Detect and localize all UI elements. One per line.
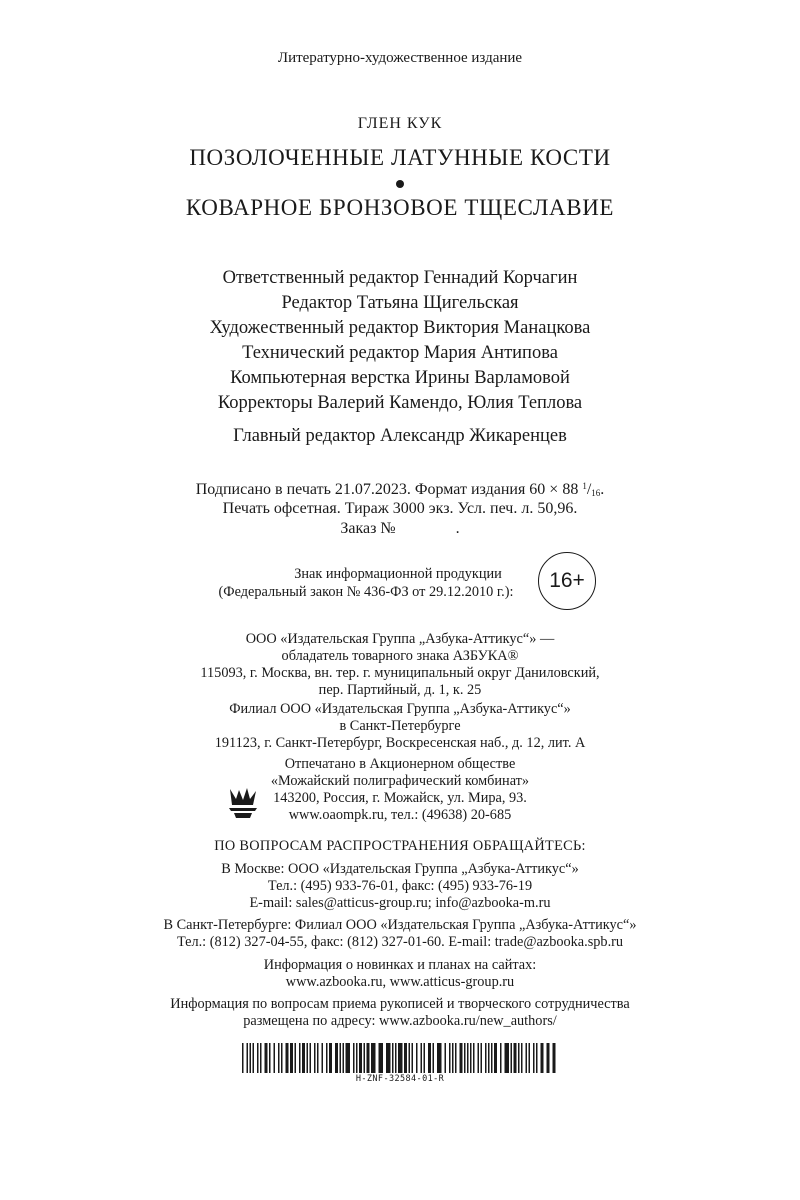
distribution-moscow-line: E-mail: sales@atticus-group.ru; info@azbooka-m.ru: [249, 895, 551, 911]
print-info-format: [0, 481, 800, 499]
age-rating-law: (Федеральный закон № 436-ФЗ от 29.12.2010 г.):: [218, 584, 514, 600]
distribution-sites-line: Информация о новинках и планах на сайтах:: [263, 957, 537, 973]
printer-line: 143200, Россия, г. Можайск, ул. Мира, 93.: [273, 790, 527, 806]
barcode-icon: [242, 1043, 558, 1073]
format-fraction-slash: /: [586, 481, 592, 498]
printer-line: Отпечатано в Акционерном обществе: [284, 756, 516, 772]
credit-line: Ответственный редактор Геннадий Корчагин: [222, 268, 578, 288]
book-title-2: КОВАРНОЕ БРОНЗОВОЕ ТЩЕСЛАВИЕ: [185, 195, 615, 220]
edition-type: Литературно-художественное издание: [277, 50, 523, 66]
distribution-heading: ПО ВОПРОСАМ РАСПРОСТРАНЕНИЯ ОБРАЩАЙТЕСЬ:: [214, 838, 586, 854]
distribution-spb-line: Тел.: (812) 327-04-55, факс: (812) 327-01-60. E-mail: trade@azbooka.spb.ru: [176, 934, 624, 950]
manuscripts-line: размещена по адресу: www.azbooka.ru/new_authors/: [243, 1013, 557, 1029]
credit-line: Корректоры Валерий Камендо, Юлия Теплова: [217, 393, 583, 413]
branch-line: 191123, г. Санкт-Петербург, Воскресенская наб., д. 12, лит. А: [214, 735, 586, 751]
author-name: ГЛЕН КУК: [357, 115, 443, 132]
format-fraction-denominator: 16: [591, 488, 601, 498]
credit-line: Компьютерная верстка Ирины Варламовой: [230, 368, 570, 388]
publisher-line: 115093, г. Москва, вн. тер. г. муниципальный округ Даниловский,: [200, 665, 600, 681]
printer-logo-icon: [226, 785, 260, 821]
book-title-1: ПОЗОЛОЧЕННЫЕ ЛАТУННЫЕ КОСТИ: [189, 145, 611, 170]
credit-line: Редактор Татьяна Щигельская: [281, 293, 519, 313]
print-info-run: Печать офсетная. Тираж 3000 экз. Усл. печ. л. 50,96.: [222, 500, 578, 517]
order-label: Заказ №: [340, 520, 396, 537]
print-info-order: [0, 520, 800, 538]
format-line-end: .: [600, 481, 605, 498]
age-rating-label: Знак информационной продукции: [294, 566, 502, 582]
publisher-line: пер. Партийный, д. 1, к. 25: [318, 682, 482, 698]
distribution-moscow-line: Тел.: (495) 933-76-01, факс: (495) 933-76-19: [267, 878, 533, 894]
printer-line: www.oaompk.ru, тел.: (49638) 20-685: [288, 807, 512, 823]
branch-line: Филиал ООО «Издательская Группа „Азбука-Аттикус“»: [229, 701, 571, 717]
publisher-line: ООО «Издательская Группа „Азбука-Аттикус“» —: [245, 631, 555, 647]
format-fraction-numerator: 1: [582, 481, 587, 491]
age-rating-badge: 16+: [538, 552, 596, 610]
distribution-moscow-line: В Москве: ООО «Издательская Группа „Азбука-Аттикус“»: [221, 861, 579, 877]
branch-line: в Санкт-Петербурге: [339, 718, 461, 734]
publisher-line: обладатель товарного знака АЗБУКА®: [281, 648, 519, 664]
print-info-format-text: Подписано в печать 21.07.2023. Формат издания 60 × 88: [195, 481, 583, 498]
distribution-sites-line: www.azbooka.ru, www.atticus-group.ru: [285, 974, 515, 990]
order-end: .: [455, 520, 460, 537]
chief-editor: Главный редактор Александр Жикаренцев: [233, 426, 567, 446]
barcode-code: Н-ZNF-32584-01-R: [355, 1074, 445, 1084]
credit-line: Художественный редактор Виктория Манацкова: [209, 318, 591, 338]
credit-line: Технический редактор Мария Антипова: [242, 343, 558, 363]
printer-line: «Можайский полиграфический комбинат»: [270, 773, 530, 789]
title-separator-bullet: [396, 180, 404, 188]
manuscripts-line: Информация по вопросам приема рукописей и творческого сотрудничества: [170, 996, 630, 1012]
distribution-spb-line: В Санкт-Петербурге: Филиал ООО «Издательская Группа „Азбука-Аттикус“»: [163, 917, 637, 933]
